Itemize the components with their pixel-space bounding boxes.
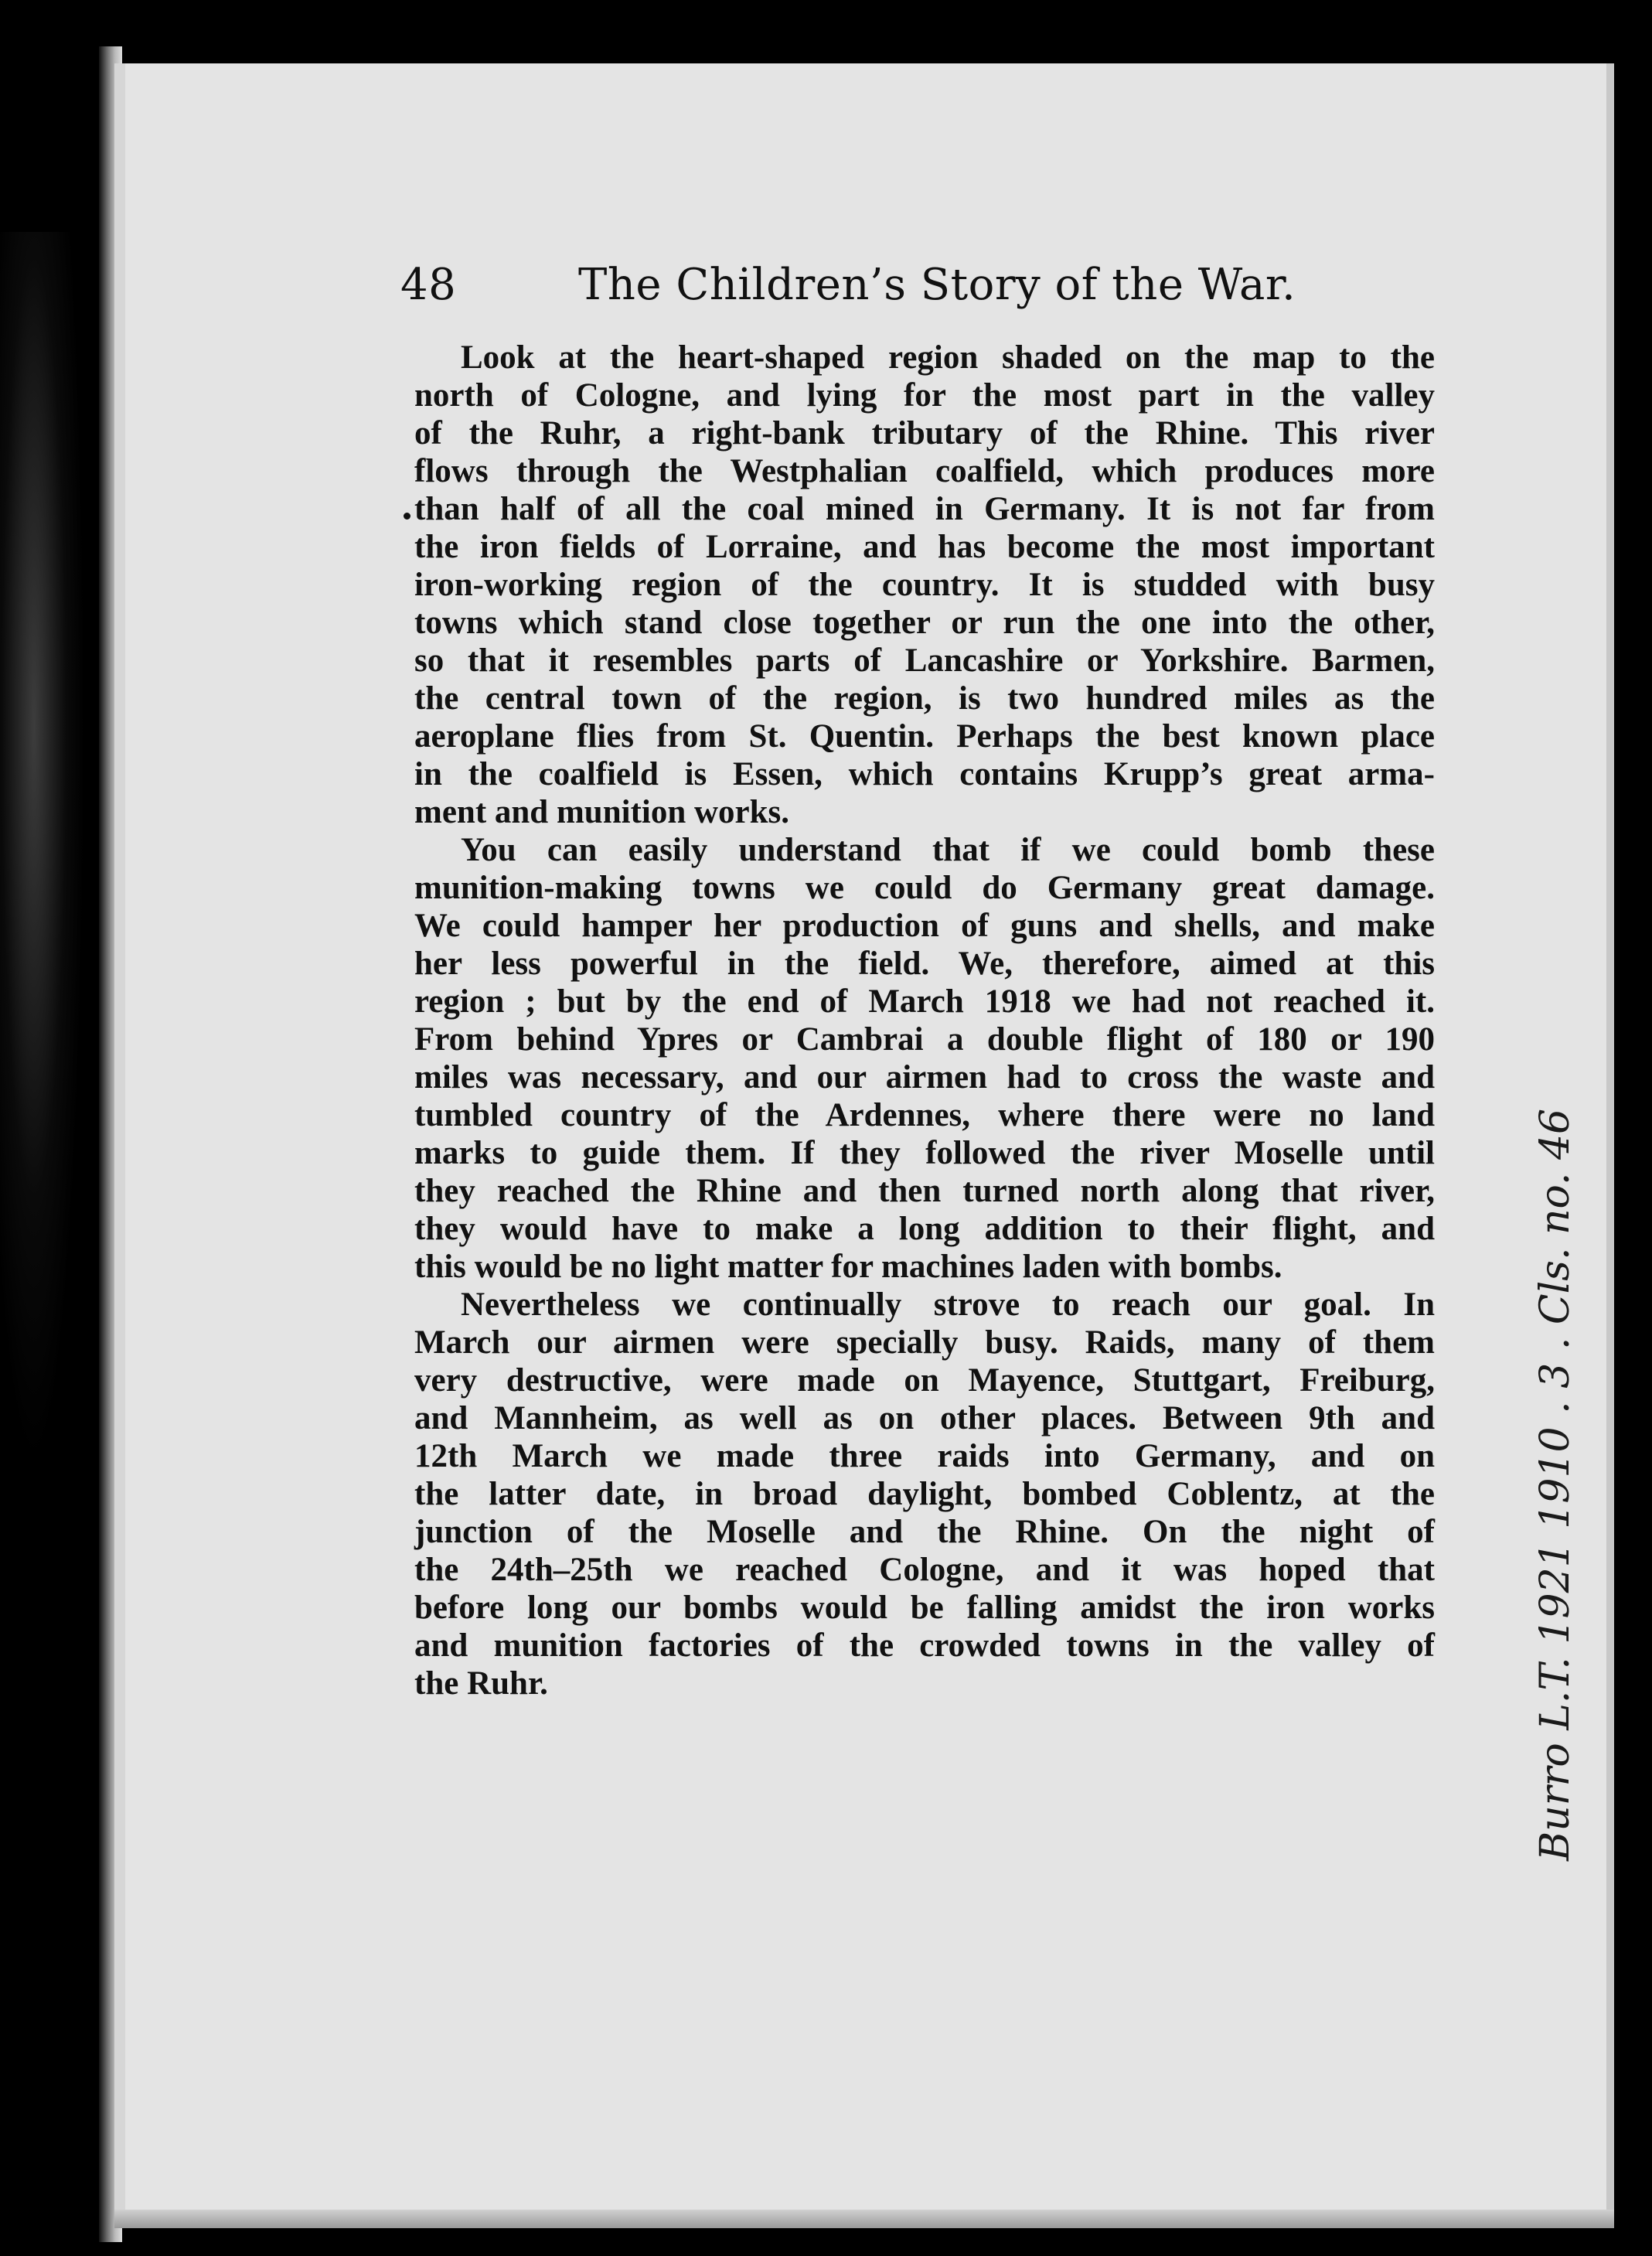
text-line: the central town of the region, is two hundred miles as the	[414, 680, 1435, 717]
page-number: 48	[400, 260, 457, 310]
text-line: they would have to make a long addition to their flight, and	[414, 1211, 1435, 1247]
running-header	[400, 260, 1560, 310]
text-line: Look at the heart-shaped region shaded on the map to the	[461, 339, 1435, 376]
text-line: the Ruhr.	[414, 1665, 548, 1702]
text-line: the latter date, in broad daylight, bombed Coblentz, at the	[414, 1476, 1435, 1512]
text-line: munition-making towns we could do Germany great damage.	[414, 870, 1435, 906]
text-line: March our airmen were specially busy. Raids, many of them	[414, 1324, 1435, 1361]
text-line: junction of the Moselle and the Rhine. On the night of	[414, 1514, 1435, 1550]
text-line: very destructive, were made on Mayence, Stuttgart, Freiburg,	[414, 1362, 1435, 1399]
text-line: ment and munition works.	[414, 794, 790, 830]
text-line: and Mannheim, as well as on other places. Between 9th and	[414, 1400, 1435, 1436]
text-line: the 24th–25th we reached Cologne, and it was hoped that	[414, 1552, 1435, 1588]
text-line: tumbled country of the Ardennes, where there were no land	[414, 1097, 1435, 1133]
text-line: in the coalfield is Essen, which contains Krupp’s great arma-	[414, 756, 1435, 792]
text-line: towns which stand close together or run the one into the other,	[414, 605, 1435, 641]
text-line: region ; but by the end of March 1918 we had not reached it.	[414, 983, 1435, 1020]
text-line: miles was necessary, and our airmen had to cross the waste and	[414, 1059, 1435, 1096]
text-line: Nevertheless we continually strove to reach our goal. In	[461, 1286, 1435, 1323]
paragraph-3	[414, 1286, 1435, 1702]
page-bottom-edge	[114, 2210, 1614, 2228]
text-line: and munition factories of the crowded towns in the valley of	[414, 1627, 1435, 1664]
body-text	[414, 339, 1435, 1702]
text-line: We could hamper her production of guns and shells, and make	[414, 908, 1435, 944]
text-line: marks to guide them. If they followed the river Moselle until	[414, 1135, 1435, 1171]
running-title: The Children’s Story of the War.	[578, 260, 1296, 310]
text-line: north of Cologne, and lying for the most part in the valley	[414, 377, 1435, 414]
text-line: the iron fields of Lorraine, and has become the most important	[414, 529, 1435, 565]
text-line: than half of all the coal mined in Germany. It is not far from	[414, 491, 1435, 527]
text-line: so that it resembles parts of Lancashire or Yorkshire. Barmen,	[414, 642, 1435, 679]
ink-speck	[404, 513, 410, 520]
text-line: before long our bombs would be falling amidst the iron works	[414, 1590, 1435, 1626]
text-line: this would be no light matter for machines laden with bombs.	[414, 1249, 1282, 1285]
handwritten-margin-note: Burro L.T. 1921 1910 . 3 . Cls. no. 46	[1532, 1108, 1579, 1861]
text-line: her less powerful in the field. We, therefore, aimed at this	[414, 946, 1435, 982]
scan-edge-noise	[0, 232, 85, 1469]
text-line: of the Ruhr, a right-bank tributary of the Rhine. This river	[414, 415, 1435, 452]
text-line: From behind Ypres or Cambrai a double flight of 180 or 190	[414, 1021, 1435, 1058]
text-line: they reached the Rhine and then turned north along that river,	[414, 1173, 1435, 1209]
paragraph-2	[414, 831, 1435, 1286]
paragraph-1	[414, 339, 1435, 831]
text-line: 12th March we made three raids into Germany, and on	[414, 1438, 1435, 1474]
text-line: iron-working region of the country. It is studded with busy	[414, 567, 1435, 603]
text-line: flows through the Westphalian coalfield, which produces more	[414, 453, 1435, 489]
text-line: You can easily understand that if we could bomb these	[461, 832, 1435, 868]
text-line: aeroplane flies from St. Quentin. Perhaps the best known place	[414, 718, 1435, 755]
